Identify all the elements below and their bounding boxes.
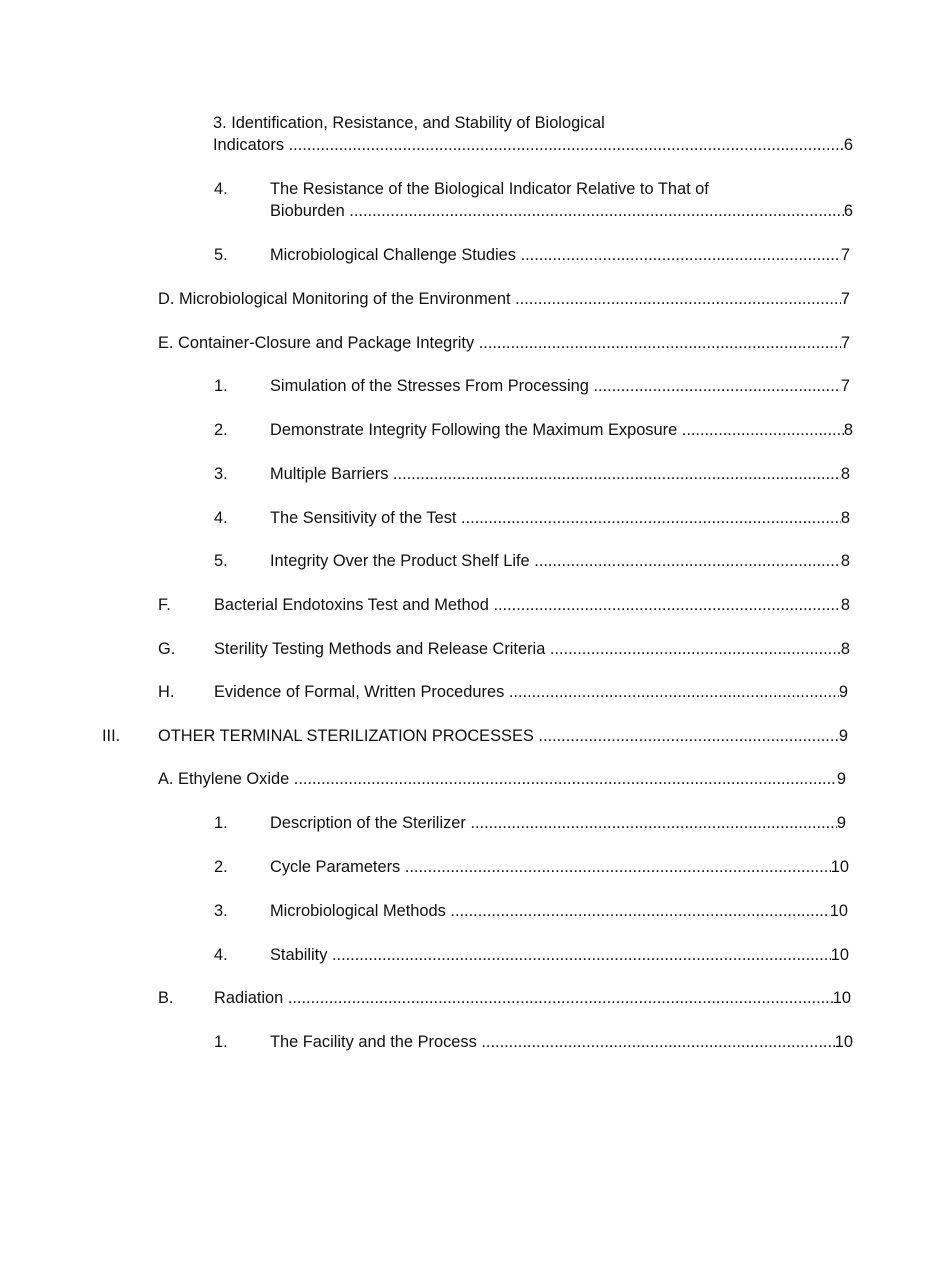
toc-entry-number: H.: [158, 683, 175, 701]
toc-entry-title: A. Ethylene Oxide: [158, 770, 290, 788]
toc-entry-ethylene-oxide[interactable]: [158, 769, 846, 789]
toc-entry-number: 3.: [214, 465, 228, 483]
toc-entry-description-sterilizer[interactable]: [270, 813, 846, 833]
toc-page-number: 9: [836, 814, 846, 832]
toc-page-number: 10: [834, 1033, 853, 1051]
toc-entry-number: 4.: [214, 180, 228, 198]
toc-entry-line: The Resistance of the Biological Indicator Relative to That of: [270, 180, 709, 198]
toc-page-number: 8: [843, 421, 853, 439]
toc-entry-title: Stability: [270, 946, 328, 964]
toc-page-number: 8: [840, 596, 850, 614]
toc-entry-number: 2.: [214, 858, 228, 876]
toc-page-number: 8: [840, 465, 850, 483]
toc-page-number: 10: [832, 989, 851, 1007]
dot-leader: [477, 1032, 835, 1052]
toc-entry-simulation-stresses[interactable]: [270, 376, 850, 396]
dot-leader: [530, 551, 841, 571]
toc-entry-number: B.: [158, 989, 174, 1007]
toc-page-number: 8: [840, 509, 850, 527]
toc-entry-title: Bioburden: [270, 202, 345, 220]
dot-leader: [504, 682, 839, 702]
toc-entry-sensitivity-test[interactable]: [270, 508, 850, 528]
toc-entry-number: F.: [158, 596, 171, 614]
toc-page-number: 7: [840, 246, 850, 264]
toc-page-number: 9: [836, 770, 846, 788]
toc-entry-number: 1.: [214, 1033, 228, 1051]
toc-entry-title: Indicators: [213, 136, 285, 154]
toc-page-number: 6: [843, 136, 853, 154]
toc-entry-challenge-studies[interactable]: [270, 245, 850, 265]
toc-entry-number: 4.: [214, 946, 228, 964]
toc-entry-title: D. Microbiological Monitoring of the Environment: [158, 290, 511, 308]
toc-entry-title: Microbiological Methods: [270, 902, 446, 920]
toc-entry-title: Simulation of the Stresses From Processing: [270, 377, 589, 395]
toc-entry-title: Description of the Sterilizer: [270, 814, 466, 832]
dot-leader: [388, 464, 840, 484]
toc-entry-title: Microbiological Challenge Studies: [270, 246, 516, 264]
toc-entry-container-closure[interactable]: [158, 333, 850, 353]
toc-entry-number: 4.: [214, 509, 228, 527]
dot-leader: [289, 769, 837, 789]
toc-entry-other-terminal-sterilization[interactable]: [158, 726, 848, 746]
toc-entry-biological-indicators[interactable]: [213, 135, 853, 155]
dot-leader: [345, 201, 844, 221]
dot-leader: [327, 945, 830, 965]
toc-entry-number: III.: [102, 727, 121, 745]
toc-page-number: 8: [840, 640, 850, 658]
toc-page-number: 10: [830, 946, 849, 964]
dot-leader: [474, 333, 841, 353]
dot-leader: [534, 726, 839, 746]
toc-entry-line: 3. Identification, Resistance, and Stability of Biological: [213, 114, 605, 132]
toc-entry-title: Multiple Barriers: [270, 465, 389, 483]
toc-page-number: 10: [829, 902, 848, 920]
toc-entry-number: G.: [158, 640, 176, 658]
toc-page-number: 6: [843, 202, 853, 220]
toc-entry-facility-process[interactable]: [270, 1032, 853, 1052]
toc-entry-resistance-relative[interactable]: [270, 201, 853, 221]
toc-entry-title: Bacterial Endotoxins Test and Method: [214, 596, 489, 614]
toc-entry-title: Demonstrate Integrity Following the Maximum Exposure: [270, 421, 678, 439]
toc-entry-title: The Sensitivity of the Test: [270, 509, 457, 527]
toc-entry-demonstrate-integrity[interactable]: [270, 420, 853, 440]
toc-entry-stability[interactable]: [270, 945, 849, 965]
toc-entry-cycle-parameters[interactable]: [270, 857, 849, 877]
toc-page-number: 8: [840, 552, 850, 570]
toc-entry-multiple-barriers[interactable]: [270, 464, 850, 484]
toc-entry-number: 3.: [214, 902, 228, 920]
toc-entry-sterility-testing[interactable]: [214, 639, 850, 659]
dot-leader: [516, 245, 841, 265]
dot-leader: [283, 988, 833, 1008]
toc-entry-formal-procedures[interactable]: [214, 682, 848, 702]
toc-entry-title: OTHER TERMINAL STERILIZATION PROCESSES: [158, 727, 534, 745]
toc-entry-bacterial-endotoxins[interactable]: [214, 595, 850, 615]
dot-leader: [466, 813, 837, 833]
toc-page-number: 9: [838, 727, 848, 745]
toc-page-number: 10: [830, 858, 849, 876]
dot-leader: [400, 857, 831, 877]
toc-page-number: 7: [840, 377, 850, 395]
toc-entry-title: Radiation: [214, 989, 284, 1007]
toc-entry-integrity-shelf-life[interactable]: [270, 551, 850, 571]
toc-entry-number: 5.: [214, 246, 228, 264]
dot-leader: [511, 289, 841, 309]
dot-leader: [545, 639, 841, 659]
dot-leader: [589, 376, 841, 396]
toc-entry-title: E. Container-Closure and Package Integrity: [158, 334, 475, 352]
dot-leader: [446, 901, 830, 921]
toc-entry-title: Sterility Testing Methods and Release Criteria: [214, 640, 546, 658]
toc-page-number: 7: [840, 290, 850, 308]
dot-leader: [456, 508, 840, 528]
toc-entry-title: Evidence of Formal, Written Procedures: [214, 683, 505, 701]
toc-entry-radiation[interactable]: [214, 988, 851, 1008]
toc-page-number: 7: [840, 334, 850, 352]
toc-entry-title: Integrity Over the Product Shelf Life: [270, 552, 530, 570]
toc-entry-number: 2.: [214, 421, 228, 439]
toc-entry-monitoring-environment[interactable]: [158, 289, 850, 309]
toc-entry-title: Cycle Parameters: [270, 858, 401, 876]
toc-entry-microbiological-methods[interactable]: [270, 901, 848, 921]
toc-entry-number: 1.: [214, 377, 228, 395]
dot-leader: [284, 135, 844, 155]
toc-entry-number: 5.: [214, 552, 228, 570]
dot-leader: [677, 420, 844, 440]
toc-page-number: 9: [838, 683, 848, 701]
toc-entry-title: The Facility and the Process: [270, 1033, 477, 1051]
toc-entry-number: 1.: [214, 814, 228, 832]
dot-leader: [489, 595, 841, 615]
